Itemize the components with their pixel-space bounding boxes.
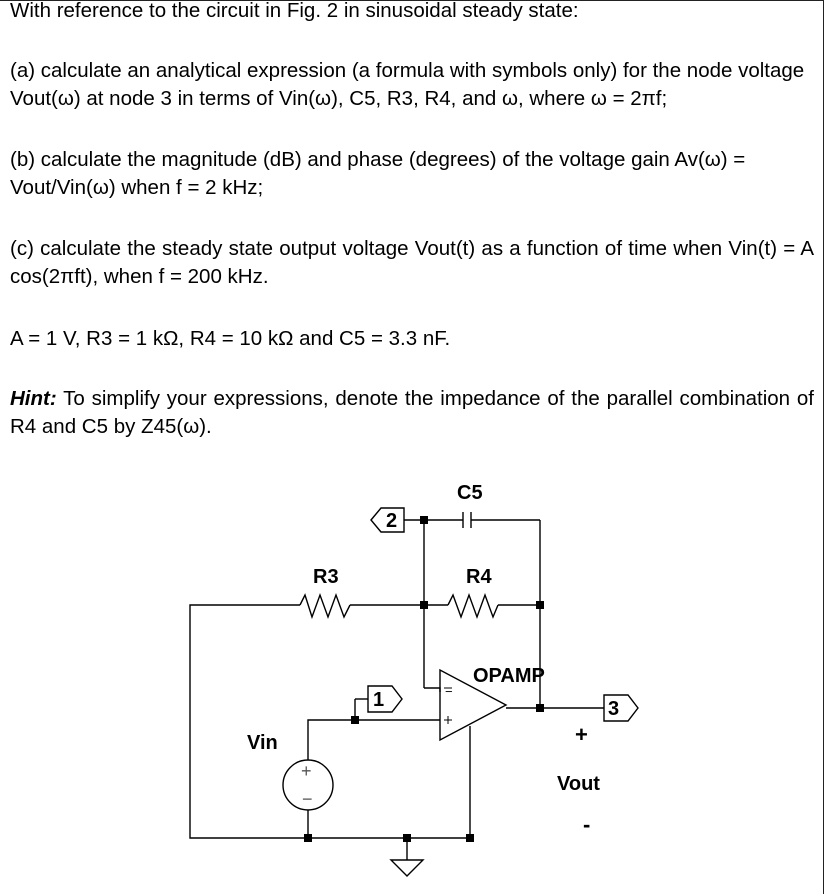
r4-label: R4 — [466, 566, 492, 588]
part-b-text: (b) calculate the magnitude (dB) and phase (degrees) of the voltage gain Av(ω) = Vout/Vin(ω) when f = 2 kHz; — [10, 148, 746, 199]
source-minus-sign: − — [302, 789, 313, 809]
vout-label: Vout — [557, 773, 600, 795]
params-text: A = 1 V, R3 = 1 kΩ, R4 = 10 kΩ and C5 = 3.3 nF. — [10, 327, 451, 350]
r3-label: R3 — [313, 566, 339, 588]
node-2-number: 2 — [386, 510, 398, 532]
c5-label: C5 — [457, 482, 483, 504]
opamp-inverting-sign: − — [445, 684, 453, 699]
source-plus-sign: + — [301, 761, 312, 781]
hint-text: To simplify your expressions, denote the impedance of the parallel combination of R4 and C5 by Z45(ω). — [10, 387, 814, 438]
intro-text: With reference to the circuit in Fig. 2 in sinusoidal steady state: — [10, 0, 579, 22]
r3-resistor — [300, 595, 350, 617]
part-a-text: (a) calculate an analytical expression (a formula with symbols only) for the node voltage Vout(ω) at node 3 in terms of Vin(ω), C5, R3, R4, and ω, where ω = 2πf; — [10, 59, 805, 110]
opamp-label: OPAMP — [473, 665, 545, 687]
circuit-wires — [190, 508, 638, 876]
node-1-number: 1 — [373, 689, 385, 711]
node-3-number: 3 — [608, 698, 620, 720]
r4-resistor — [448, 595, 498, 617]
vout-plus: + — [575, 722, 588, 747]
ground-icon — [391, 860, 423, 876]
vin-label: Vin — [247, 732, 278, 754]
hint-label: Hint: — [10, 387, 57, 410]
vout-minus: - — [583, 812, 591, 837]
part-c-text: (c) calculate the steady state output voltage Vout(t) as a function of time when Vin(t) = A cos(2πft), when f = 200 kHz. — [10, 237, 814, 288]
